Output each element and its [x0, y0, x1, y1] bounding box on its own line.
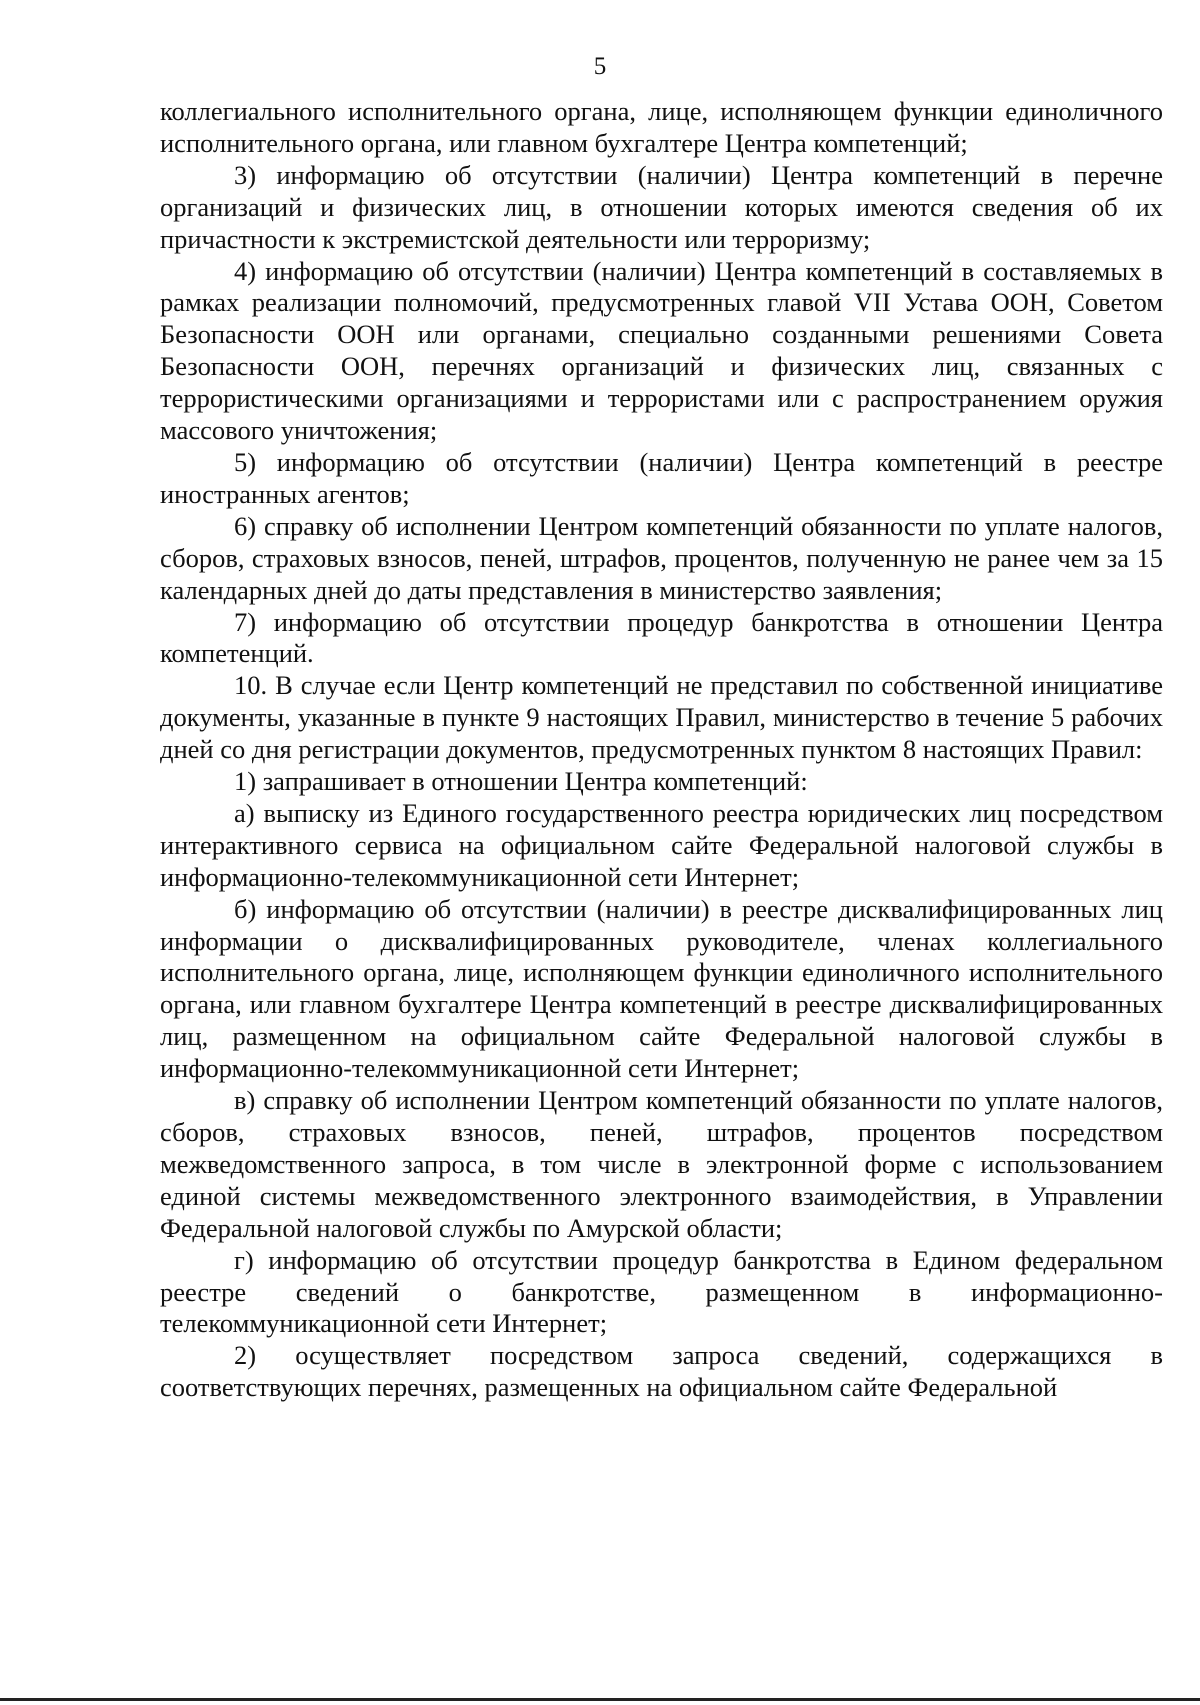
paragraph-subitem-a: а) выписку из Единого государственного реестра юридических лиц посредством интерактивного сервиса на официальном сайте Федеральной налоговой службы в информационно-телекоммуникационной сети Интернет;: [160, 797, 1163, 892]
paragraph-item-6: 6) справку об исполнении Центром компетенций обязанности по уплате налогов, сборов, страховых взносов, пеней, штрафов, процентов, полученную не ранее чем за 15 календарных дней до даты представления в министерство заявления;: [160, 510, 1163, 605]
paragraph-item-3: 3) информацию об отсутствии (наличии) Центра компетенций в перечне организаций и физических лиц, в отношении которых имеются сведения об их причастности к экстремистской деятельности или терроризму;: [160, 159, 1163, 254]
paragraph-subitem-1: 1) запрашивает в отношении Центра компетенций:: [234, 766, 808, 797]
paragraph-section-10: 10. В случае если Центр компетенций не представил по собственной инициативе документы, указанные в пункте 9 настоящих Правил, министерство в течение 5 рабочих дней со дня регистрации документов, предусмотренных пунктом 8 настоящих Правил:: [160, 670, 1163, 765]
paragraph-subitem-2: 2) осуществляет посредством запроса сведений, содержащихся в соответствующих перечнях, размещенных на официальном сайте Федеральной: [160, 1340, 1163, 1403]
paragraph-subitem-v: в) справку об исполнении Центром компетенций обязанности по уплате налогов, сборов, страховых взносов, пеней, штрафов, процентов посредством межведомственного запроса, в том числе в электронной форме с использованием единой системы межведомственного электронного взаимодействия, в Управлении Федеральной налоговой службы по Амурской области;: [160, 1085, 1163, 1243]
paragraph-subitem-g: г) информацию об отсутствии процедур банкротства в Едином федеральном реестре сведений о банкротстве, размещенном в информационно-телекоммуникационной сети Интернет;: [160, 1244, 1163, 1339]
document-body: [160, 96, 1163, 1404]
scan-bottom-edge: [0, 1698, 1200, 1701]
paragraph-item-5: 5) информацию об отсутствии (наличии) Центра компетенций в реестре иностранных агентов;: [160, 446, 1163, 509]
paragraph-subitem-b: б) информацию об отсутствии (наличии) в реестре дисквалифицированных лиц информации о дисквалифицированных руководителе, членах коллегиального исполнительного органа, лице, исполняющем функции единоличного исполнительного органа, или главном бухгалтере Центра компетенций в реестре дисквалифицированных лиц, размещенном на официальном сайте Федеральной налоговой службы в информационно-телекоммуникационной сети Интернет;: [160, 893, 1163, 1084]
paragraph-item-7: 7) информацию об отсутствии процедур банкротства в отношении Центра компетенций.: [160, 606, 1163, 669]
page-number: 5: [593, 53, 607, 80]
paragraph-item-4: 4) информацию об отсутствии (наличии) Центра компетенций в составляемых в рамках реализации полномочий, предусмотренных главой VII Устава ООН, Советом Безопасности ООН или органами, специально созданными решениями Совета Безопасности ООН, перечнях организаций и физических лиц, связанных с террористическими организациями и террористами или с распространением оружия массового уничтожения;: [160, 255, 1163, 446]
paragraph-continuation: коллегиального исполнительного органа, лице, исполняющем функции единоличного исполнительного органа, или главном бухгалтере Центра компетенций;: [160, 96, 1163, 158]
